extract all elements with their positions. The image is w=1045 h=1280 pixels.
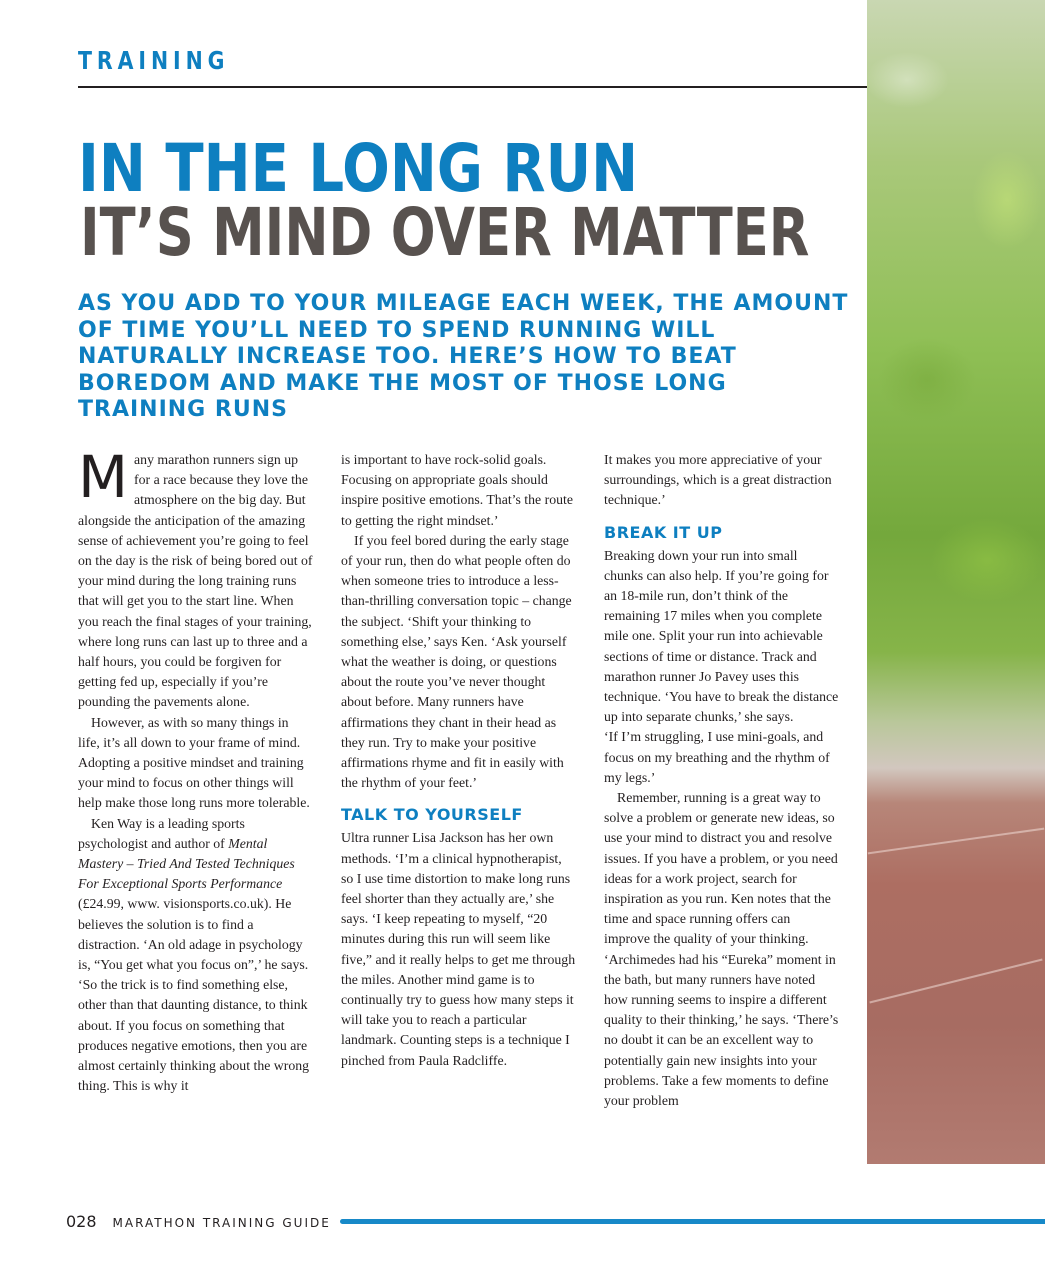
publication-title: MARATHON TRAINING GUIDE bbox=[112, 1216, 331, 1230]
body-column-1 bbox=[78, 443, 313, 1097]
body-column-2 bbox=[341, 450, 576, 1071]
paragraph: ‘If I’m struggling, I use mini-goals, and focus on my breathing and the rhythm of my legs.’ bbox=[604, 729, 830, 785]
subhead-talk-to-yourself: TALK TO YOURSELF bbox=[341, 805, 523, 825]
body-column-3 bbox=[604, 450, 839, 1111]
standfirst: AS YOU ADD TO YOUR MILEAGE EACH WEEK, THE AMOUNT OF TIME YOU’LL NEED TO SPEND RUNNING WILL NATURALLY INCREASE TOO. HERE’S HOW TO BEAT BOREDOM AND MAKE THE MOST OF THOSE LONG TRAINING RUNS bbox=[78, 291, 849, 422]
drop-cap: M bbox=[78, 443, 129, 511]
paragraph: Ultra runner Lisa Jackson has her own methods. ‘I’m a clinical hypnotherapist, so I use time distortion to make long runs feel shorter than they actually are,’ she says. ‘I keep repeating to myself, “20 minutes during this run will seem like five,” and it really helps to get me through the miles. Another mind game is to continually try to guess how many steps it will take you to reach a particular landmark. Counting steps is a technique I pinched from Paula Radcliffe. bbox=[341, 830, 576, 1068]
subhead-break-it-up: BREAK IT UP bbox=[604, 522, 723, 542]
paragraph: However, as with so many things in life, it’s all down to your frame of mind. Adopting a positive mindset and training your mind to focus on other things will help make those long runs more tolerable. bbox=[78, 714, 310, 811]
paragraph: It makes you more appreciative of your surroundings, which is a great distraction technique.’ bbox=[604, 452, 832, 508]
section-label: TRAINING bbox=[78, 46, 230, 75]
footer bbox=[66, 1212, 331, 1232]
paragraph: Remember, running is a great way to solve a problem or generate new ideas, so use your mind to distract you and resolve issues. If you have a problem, or you need ideas for a work project, search for inspiration as you run. Ken notes that the time and space running offers can improve the quality of your thinking. ‘Archimedes had his “Eureka” moment in the bath, but many runners have noted how running seems to inspire a different quality to their thinking,’ he says. ‘There’s no doubt it can be an excellent way to potentially gain new insights into your problems. Take a few moments to define your problem bbox=[604, 790, 839, 1109]
paragraph: Breaking down your run into small chunks can also help. If you’re going for an 18-mile run, don’t think of the remaining 17 miles when you complete mile one. Split your run into achievable sections of time or distance. Track and marathon runner Jo Pavey uses this technique. ‘You have to break the distance up into separate chunks,’ she says. bbox=[604, 547, 839, 725]
headline-line-2: IT’S MIND OVER MATTER bbox=[80, 194, 810, 271]
running-track-photo bbox=[867, 0, 1045, 1164]
paragraph: Ken Way is a leading sports psychologist and author of Mental Mastery – Tried And Tested Techniques For Exceptional Sports Performance (£24.99, www. visionsports.co.uk). He believes the solution is to find a distraction. ‘An old adage in psychology is, “You get what you focus on”,’ he says. ‘So the trick is to find something else, other than that daunting distance, to think about. If you focus on something that produces negative emotions, then you are almost certainly thinking about the wrong thing. This is why it bbox=[78, 815, 310, 1094]
headline-line-1: IN THE LONG RUN bbox=[78, 130, 639, 207]
paragraph: If you feel bored during the early stage of your run, then do what people often do when someone tries to introduce a less-than-thrilling conversation topic – change the subject. ‘Shift your thinking to something else,’ says Ken. ‘Ask yourself what the weather is doing, or questions about the route you’ve never thought about before. Many runners have affirmations they chant in their head as they run. Try to make your positive affirmations rhyme and fit in easily with the rhythm of your feet.’ bbox=[341, 532, 572, 791]
paragraph: is important to have rock-solid goals. Focusing on appropriate goals should inspire positive emotions. That’s the route to getting the right mindset.’ bbox=[341, 452, 573, 528]
top-rule bbox=[78, 86, 867, 88]
footer-rule bbox=[340, 1219, 1045, 1224]
book-title: Mental Mastery – Tried And Tested Techniques For Exceptional Sports Performance bbox=[78, 835, 295, 892]
page-number: 028 bbox=[66, 1212, 97, 1231]
paragraph: Many marathon runners sign up for a race because they love the atmosphere on the big day. But alongside the anticipation of the amazing sense of achievement you’re going to feel on the day is the risk of being bored out of your mind during the long training runs that will get you to the start line. When you reach the final stages of your training, where long runs can last up to three and a half hours, you could be forgiven for getting fed up, especially if you’re pounding the pavements alone. bbox=[78, 443, 313, 710]
